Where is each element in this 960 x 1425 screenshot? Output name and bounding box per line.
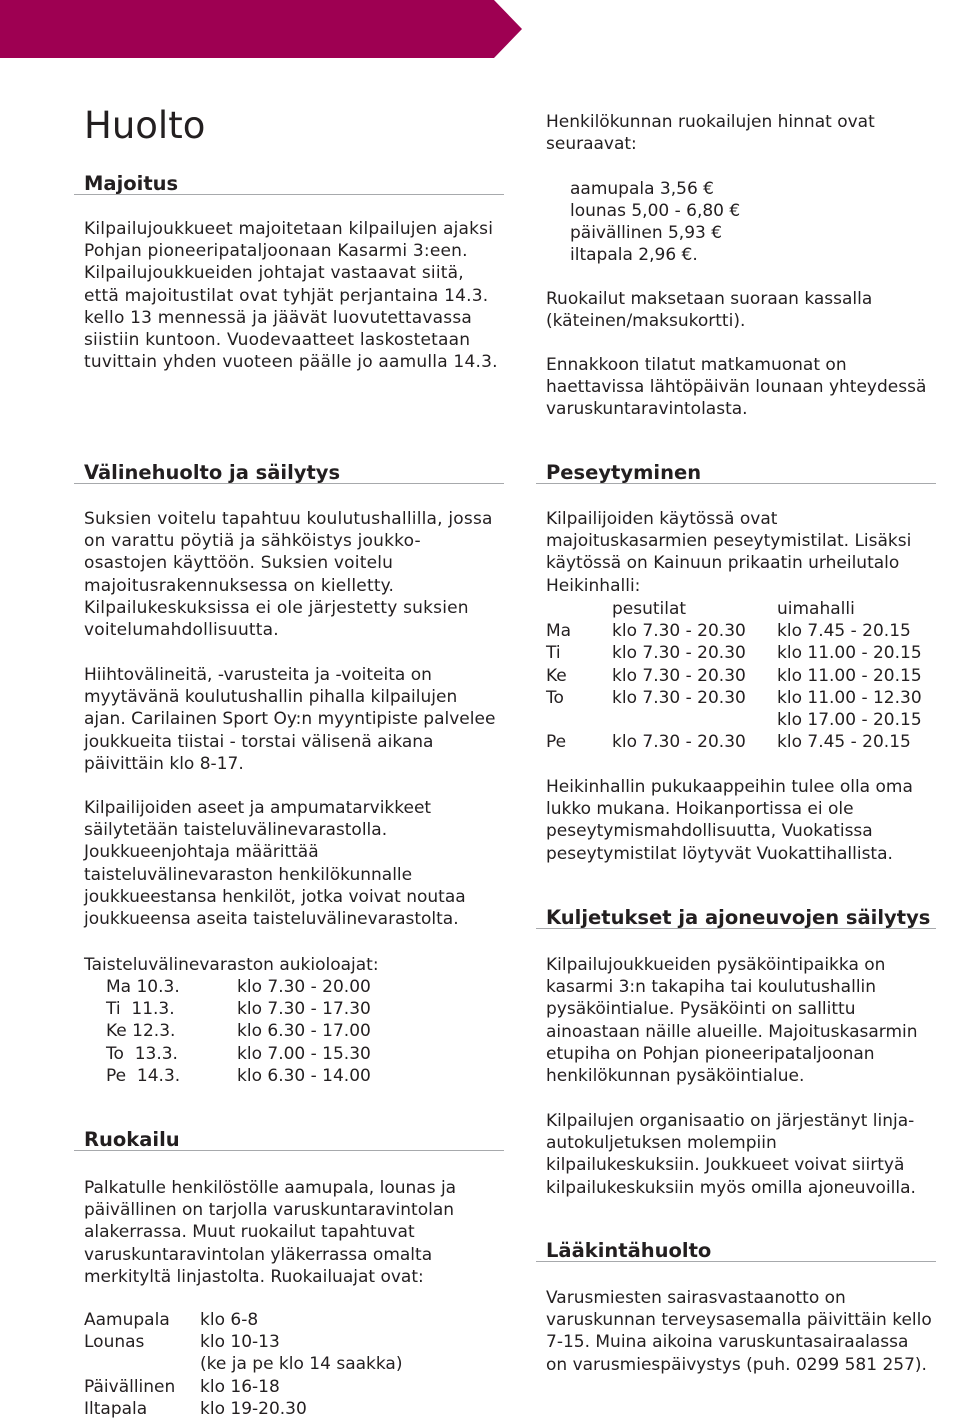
divider [74,483,504,484]
meal-time: klo 10-13 [200,1332,280,1353]
section-heading-kuljetukset: Kuljetukset ja ajoneuvojen säilytys [546,906,931,929]
section-heading-laakinta: Lääkintähuolto [546,1239,712,1262]
meal-name: Päivällinen [84,1376,176,1397]
laakinta-text: Varusmiesten sairasvastaanotto on varuskunnan terveysasemalla päivittäin kello 7-15. Muina aikoina varuskuntasairaalassa on varusmiespäivystys (puh. 0299 581 257). [546,1288,932,1375]
valinehuolto-p1: Suksien voitelu tapahtuu koulutushallilla, jossa on varattu pöytiä ja sähköistys joukko-osastojen käyttöön. Suksien voitelu majoitusrakennuksessa on kielletty. Kilpailukeskuksissa ei ole järjestetty suksien voitelumahdollisuutta. [84,509,493,641]
divider [74,194,504,195]
kuljetukset-p2: Kilpailujen organisaatio on järjestänyt linja-autokuljetuksen molempiin kilpailukeskuksiin. Joukkueet voivat siirtyä kilpailukeskuksiin myös omilla ajoneuvoilla. [546,1111,916,1198]
table-cell: Pe [546,732,567,753]
section-heading-valinehuolto: Välinehuolto ja säilytys [84,461,341,484]
table-cell: klo 7.30 - 20.30 [612,643,746,664]
table-cell: klo 11.00 - 12.30 [777,687,922,708]
table-cell: klo 7.30 - 20.30 [612,732,746,753]
divider [536,483,936,484]
table-row [106,1065,371,1087]
divider [536,928,936,929]
meal-name [84,1353,200,1375]
schedule-title: Taisteluvälinevaraston aukioloajat: [84,955,379,975]
meal-name: Iltapala [84,1398,148,1419]
price-item: iltapala 2,96 €. [570,245,698,265]
table-cell: klo 11.00 - 20.15 [777,665,922,686]
table-row [106,1043,371,1065]
peseytyminen-after: Heikinhallin pukukaappeihin tulee olla oma lukko mukana. Hoikanportissa ei ole peseytymismahdollisuutta, Vuokatissa peseytymistilat löytyvät Vuokattihallista. [546,777,913,864]
schedule-day: Ke 12.3. [106,1021,176,1042]
table-cell: Ti [546,643,561,664]
table-cell [612,709,777,731]
table-cell: klo 17.00 - 20.15 [777,710,922,731]
divider [74,1150,504,1151]
divider [536,1261,936,1262]
table-row [546,687,922,709]
meal-time: klo 16-18 [200,1376,280,1397]
table-row [106,1020,371,1042]
valinehuolto-p2: Hiihtovälineitä, -varusteita ja -voiteita on myytävänä koulutushallin pihalla kilpailujen ajan. Carilainen Sport Oy:n myyntipiste palvelee joukkueita tiistai - torstai välisenä aikana päivittäin klo 8-17. [84,665,496,774]
section-heading-peseytyminen: Peseytyminen [546,461,702,484]
table-row [106,976,371,998]
schedule-day: Ma 10.3. [106,977,180,997]
table-row [546,731,922,753]
schedule-time: klo 7.30 - 17.30 [237,999,371,1020]
table-cell: klo 11.00 - 20.15 [777,643,922,664]
table-cell: klo 7.30 - 20.30 [612,687,746,708]
table-cell: Ma [546,621,572,642]
table-cell: To [546,687,564,708]
table-row [84,1353,402,1375]
header-banner [0,0,522,58]
table-cell: klo 7.45 - 20.15 [777,621,911,642]
table-row [546,709,922,731]
schedule-day: Pe 14.3. [106,1065,181,1086]
table-cell: klo 7.30 - 20.30 [612,665,746,686]
section-heading-majoitus: Majoitus [84,172,179,195]
schedule-time: klo 6.30 - 14.00 [237,1065,371,1086]
table-row [546,665,922,687]
table-row [84,1376,402,1398]
table-cell [546,709,612,731]
price-item: aamupala 3,56 € [570,179,714,199]
schedule-time: klo 7.00 - 15.30 [237,1043,371,1064]
schedule-time: klo 6.30 - 17.00 [237,1021,371,1042]
page-title: Huolto [84,104,206,147]
table-row [84,1331,402,1353]
schedule-day: Ti 11.3. [106,999,175,1020]
section-heading-ruokailu: Ruokailu [84,1128,180,1151]
prices-travel-food: Ennakkoon tilatut matkamuonat on haettavissa lähtöpäivän lounaan yhteydessä varuskuntaravintolasta. [546,355,927,420]
prices-payment: Ruokailut maksetaan suoraan kassalla (käteinen/maksukortti). [546,289,873,332]
column-header: pesutilat [612,599,687,619]
meal-name: Aamupala [84,1310,170,1330]
meal-name: Lounas [84,1332,145,1353]
schedule-day: To 13.3. [106,1043,178,1064]
peseytyminen-text: Kilpailijoiden käytössä ovat majoituskasarmien peseytymistilat. Lisäksi käytössä on Kainuun prikaatin urheilutalo Heikinhalli: [546,509,912,596]
table-row [84,1398,402,1420]
meal-time: klo 6-8 [200,1310,259,1330]
column-header [546,598,612,620]
valinehuolto-p3: Kilpailijoiden aseet ja ampumatarvikkeet säilytetään taisteluvälinevarastolla. Joukkueenjohtaja määrittää taisteluvälinevaraston henkilökunnalle joukkueestansa henkilöt, jotka voivat noutaa joukkueensa aseita taisteluvälinevarastolta. [84,798,466,930]
table-row [106,998,371,1020]
washing-hours-table [546,598,922,753]
schedule-time: klo 7.30 - 20.00 [237,977,371,997]
majoitus-text: Kilpailujoukkueet majoitetaan kilpailujen ajaksi Pohjan pioneeripataljoonaan Kasarmi 3:een. Kilpailujoukkueiden johtajat vastaavat siitä, että majoitustilat ovat tyhjät perjantaina 14.3. kello 13 mennessä ja jäävät luovutettavassa siistiin kuntoon. Vuodevaatteet laskostetaan tuvittain yhden vuoteen päälle jo aamulla 14.3. [84,219,498,373]
price-item: päivällinen 5,93 € [570,223,723,243]
meal-time: klo 19-20.30 [200,1398,307,1419]
table-row [546,620,922,642]
schedule-table [106,976,371,1087]
price-list [570,178,740,266]
table-row [546,642,922,664]
meal-time: (ke ja pe klo 14 saakka) [200,1354,403,1375]
ruokailu-text: Palkatulle henkilöstölle aamupala, lounas ja päivällinen on tarjolla varuskuntaravintolan alakerrassa. Muut ruokailut tapahtuvat varuskuntaravintolan yläkerrassa omalta merkityltä linjastolta. Ruokailuajat ovat: [84,1178,457,1287]
prices-intro: Henkilökunnan ruokailujen hinnat ovat seuraavat: [546,112,875,155]
price-item: lounas 5,00 - 6,80 € [570,201,741,221]
table-row [84,1309,402,1331]
kuljetukset-p1: Kilpailujoukkueiden pysäköintipaikka on kasarmi 3:n takapiha tai koulutushallin pysäköintialue. Pysäköinti on sallittu ainoastaan näille alueille. Majoituskasarmin etupiha on Pohjan pioneeripataljoonan henkilökunnan pysäköintialue. [546,955,918,1087]
column-header: uimahalli [777,599,855,619]
table-cell: klo 7.45 - 20.15 [777,732,911,753]
table-cell: Ke [546,665,567,686]
table-header-row [546,598,922,620]
table-cell: klo 7.30 - 20.30 [612,621,746,642]
meal-times-table [84,1309,402,1420]
